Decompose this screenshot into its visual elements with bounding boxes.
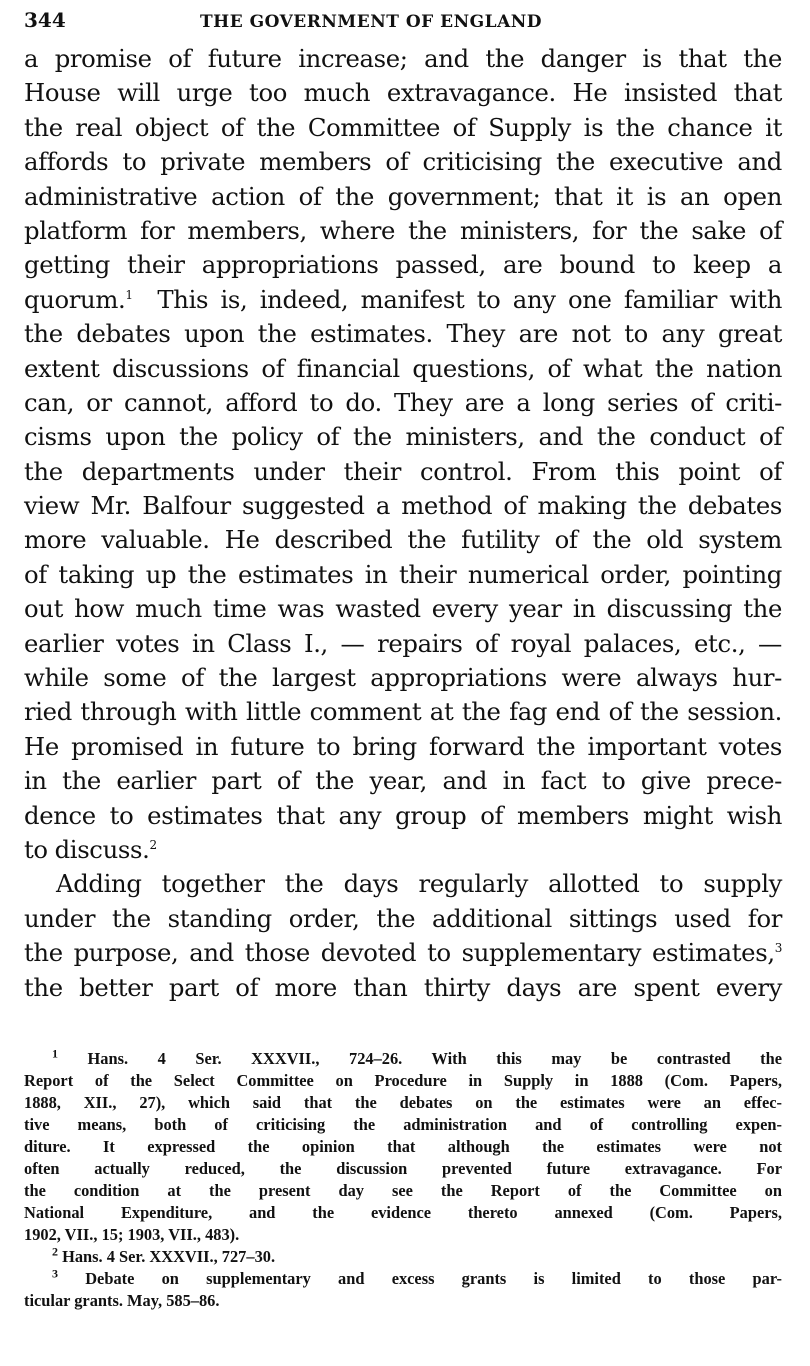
footnote-line: 1888, XII., 27), which said that the debates on the estimates were an effec- <box>24 1093 782 1112</box>
text-line: cisms upon the policy of the ministers, and the conduct of <box>24 422 782 452</box>
text-line: ried through with little comment at the fag end of the session. <box>24 697 782 727</box>
text-fragment: This is, indeed, manifest to any one familiar with <box>157 284 782 314</box>
footnote-line: diture. It expressed the opinion that although the estimates were not <box>24 1137 782 1156</box>
running-head: THE GOVERNMENT OF ENGLAND <box>200 12 543 32</box>
footnote-text: Hans. 4 Ser. XXXVII., 727–30. <box>62 1247 276 1266</box>
text-line: of taking up the estimates in their numerical order, pointing <box>24 559 782 589</box>
footnote-marker-3: 3 <box>52 1266 58 1281</box>
text-line: House will urge too much extravagance. He insisted that <box>24 78 782 108</box>
text-fragment: the purpose, and those devoted to supplementary estimates, <box>24 938 775 968</box>
page-number: 344 <box>24 8 66 32</box>
text-line: dence to estimates that any group of members might wish <box>24 800 782 830</box>
text-fragment: quorum. <box>24 284 126 314</box>
footnote-line: Report of the Select Committee on Procedure in Supply in 1888 (Com. Papers, <box>24 1071 782 1090</box>
footnote-line: often actually reduced, the discussion prevented future extravagance. For <box>24 1159 782 1178</box>
footnote-marker-2: 2 <box>52 1244 58 1259</box>
footnote-line: the condition at the present day see the Report of the Committee on <box>24 1181 782 1200</box>
text-line: He promised in future to bring forward the important votes <box>24 731 782 761</box>
text-line <box>24 936 782 970</box>
footnote-text: Hans. 4 Ser. XXXVII., 724–26. With this may be contrasted the <box>87 1049 782 1068</box>
text-line: Adding together the days regularly allotted to supply <box>56 869 782 899</box>
text-line: the better part of more than thirty days are spent every <box>24 972 782 1002</box>
text-line: platform for members, where the ministers, for the sake of <box>24 215 782 245</box>
text-line: extent discussions of financial questions, of what the nation <box>24 353 782 383</box>
footnote-3 <box>24 1268 782 1290</box>
footnote-ref-1[interactable]: 1 <box>125 287 133 302</box>
footnote-marker-1: 1 <box>52 1046 58 1061</box>
footnote-line: ticular grants. May, 585–86. <box>24 1291 220 1310</box>
text-line <box>24 833 782 867</box>
page-header <box>24 8 782 32</box>
text-line: the departments under their control. From this point of <box>24 456 782 486</box>
text-line: in the earlier part of the year, and in fact to give prece- <box>24 766 782 796</box>
text-line: while some of the largest appropriations were always hur- <box>24 663 782 693</box>
footnote-ref-3[interactable]: 3 <box>774 941 782 956</box>
footnote-ref-2[interactable]: 2 <box>149 837 157 852</box>
text-line: earlier votes in Class I., — repairs of royal palaces, etc., — <box>24 628 782 658</box>
footnote-1 <box>24 1048 782 1070</box>
footnotes <box>24 1048 782 1312</box>
text-line: the real object of the Committee of Supply is the chance it <box>24 112 782 142</box>
text-line: a promise of future increase; and the danger is that the <box>24 44 782 73</box>
text-line: administrative action of the government; that it is an open <box>24 181 782 211</box>
text-fragment: to discuss. <box>24 834 150 864</box>
text-line: view Mr. Balfour suggested a method of making the debates <box>24 491 782 521</box>
text-line: under the standing order, the additional sittings used for <box>24 903 782 933</box>
text-line <box>24 283 782 317</box>
footnote-2 <box>24 1246 782 1268</box>
text-line: affords to private members of criticising the executive and <box>24 147 782 177</box>
footnote-line: 1902, VII., 15; 1903, VII., 483). <box>24 1225 240 1244</box>
document-page <box>24 8 782 1358</box>
text-line: the debates upon the estimates. They are not to any great <box>24 319 782 349</box>
body-text <box>24 42 782 1005</box>
footnote-line: National Expenditure, and the evidence thereto annexed (Com. Papers, <box>24 1203 782 1222</box>
text-line: out how much time was wasted every year in discussing the <box>24 594 782 624</box>
text-line: getting their appropriations passed, are bound to keep a <box>24 250 782 280</box>
text-line: more valuable. He described the futility of the old system <box>24 525 782 555</box>
footnote-text: Debate on supplementary and excess grants is limited to those par- <box>85 1269 782 1288</box>
text-line: can, or cannot, afford to do. They are a long series of criti- <box>24 387 782 417</box>
footnote-line: tive means, both of criticising the administration and of controlling expen- <box>24 1115 782 1134</box>
